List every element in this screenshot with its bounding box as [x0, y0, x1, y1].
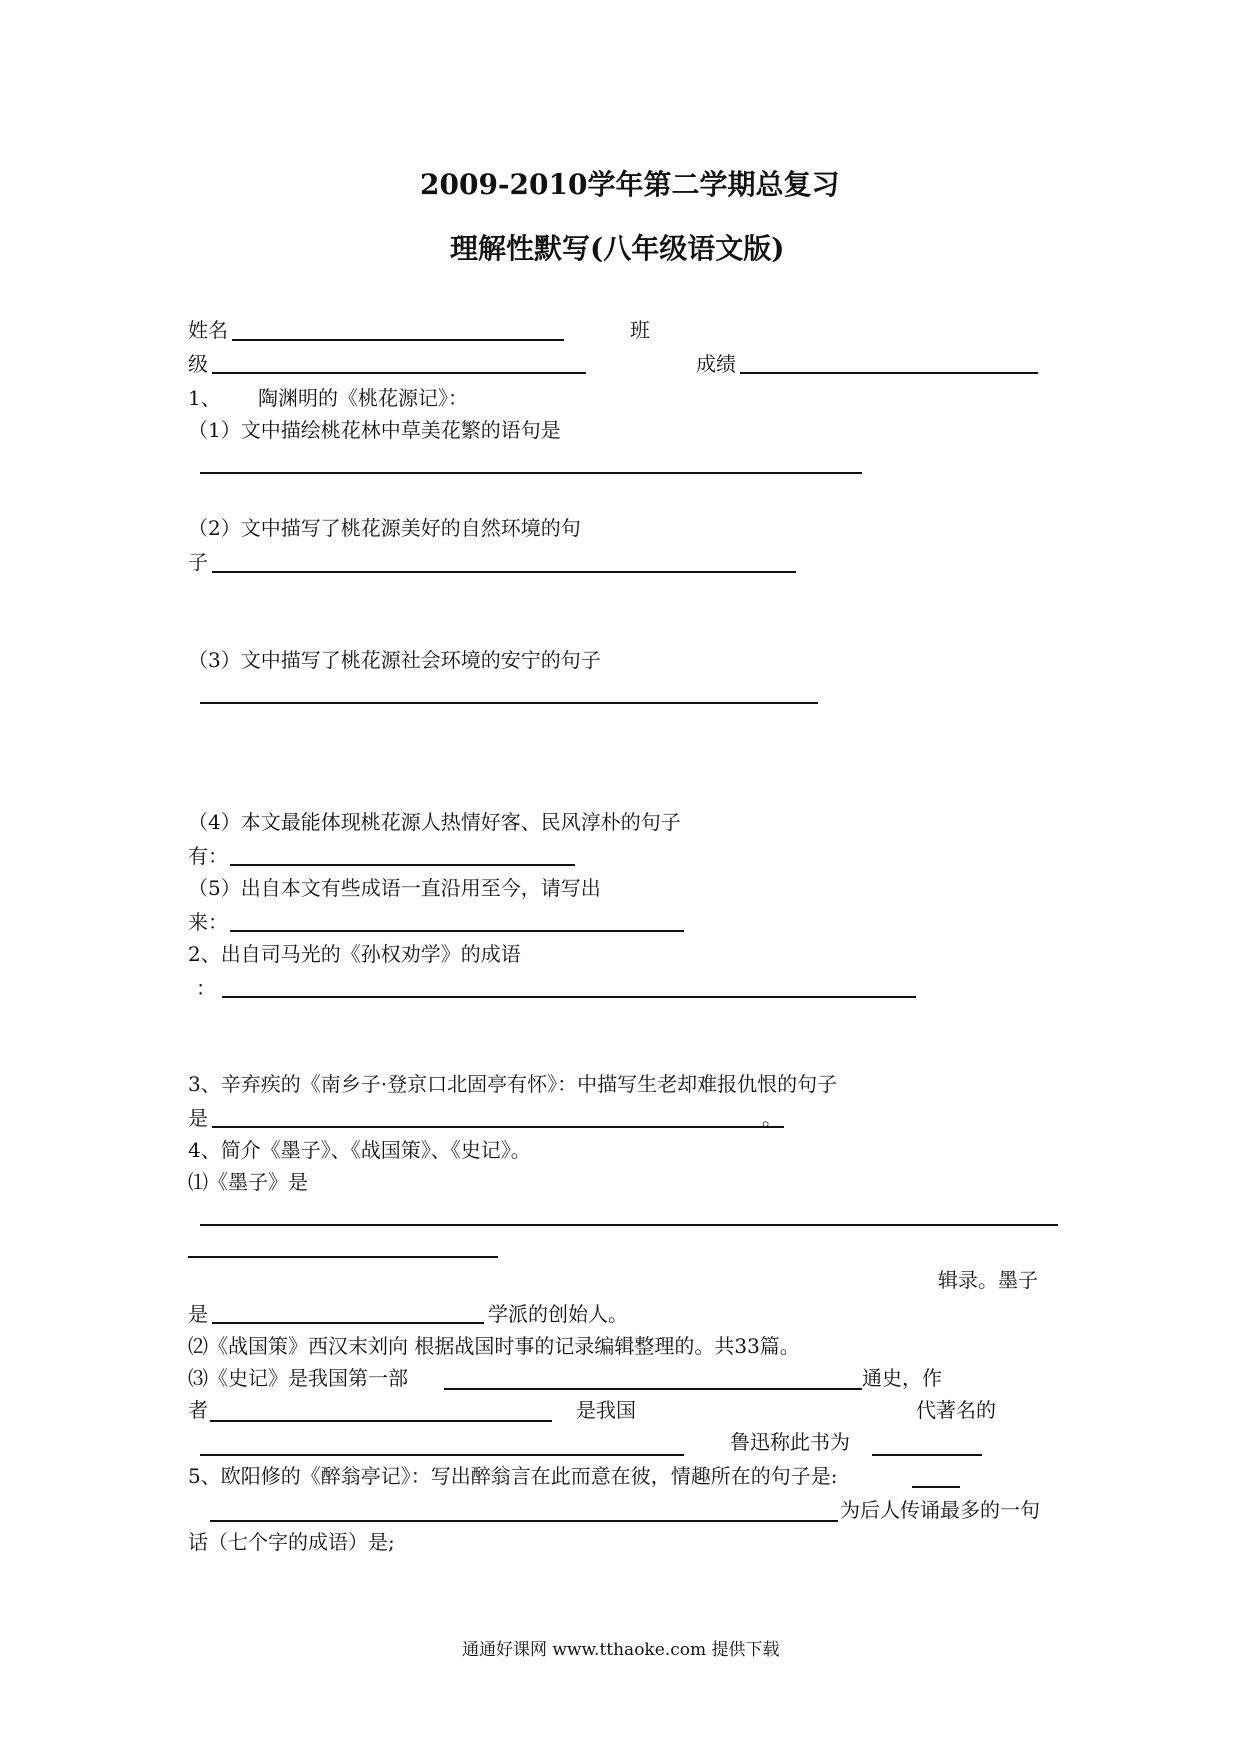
q1-part1: （1）文中描绘桃花林中草美花繁的语句是 [188, 418, 561, 442]
q4-shiji-history: 通史，作 [862, 1366, 942, 1390]
q4-shiji-country: 是我国 [576, 1398, 636, 1422]
q1-part5-answer-line[interactable] [230, 930, 684, 932]
q2-colon: ： [196, 976, 216, 1000]
q1-part1-answer-line[interactable] [200, 472, 862, 474]
q4-mozi-answer-line-2[interactable] [188, 1256, 498, 1258]
q4-stem: 4、简介《墨子》、《战国策》、《史记》。 [188, 1138, 531, 1162]
score-label: 成绩 [696, 352, 736, 376]
q5-answer-line-short[interactable] [912, 1486, 960, 1488]
q1-stem: 陶渊明的《桃花源记》： [258, 386, 468, 410]
q1-part2-continued: 子 [188, 550, 208, 574]
q1-number: 1、 [188, 386, 221, 410]
q5-stem: 5、欧阳修的《醉翁亭记》：写出醉翁言在此而意在彼，情趣所在的句子是: [188, 1464, 838, 1488]
q5-answer-line[interactable] [210, 1520, 838, 1522]
q4-mozi: ⑴《墨子》是 [188, 1170, 308, 1194]
page-title: 2009-2010学年第二学期总复习 [420, 168, 840, 201]
q2-stem: 2、出自司马光的《孙权劝学》的成语 [188, 942, 521, 966]
q4-mozi-answer-line-1[interactable] [200, 1224, 1058, 1226]
page-subtitle: 理解性默写(八年级语文版) [450, 232, 785, 265]
footer-credit: 通通好课网 www.tthaoke.com 提供下载 [462, 1640, 780, 1660]
q4-shiji-type-line[interactable] [444, 1388, 862, 1390]
q1-part4-answer-line[interactable] [230, 864, 575, 866]
q4-shiji-author-label: 者 [188, 1398, 208, 1422]
q4-mozi-end: 辑录。墨子 [938, 1268, 1038, 1292]
q4-shiji-luxun-line[interactable] [872, 1454, 982, 1456]
q3-stem: 3、辛弃疾的《南乡子·登京口北固亭有怀》：中描写生老却难报仇恨的句子 [188, 1072, 838, 1096]
q4-zhanguoce: ⑵《战国策》西汉末刘向 根据战国时事的记录编辑整理的。共33篇。 [188, 1334, 800, 1358]
q1-part3-answer-line[interactable] [200, 702, 818, 704]
score-field[interactable] [740, 372, 1038, 374]
name-label: 姓名 [188, 318, 228, 342]
q1-part2: （2）文中描写了桃花源美好的自然环境的句 [188, 516, 581, 540]
q3-answer-line[interactable] [212, 1126, 784, 1128]
class-label-part1: 班 [630, 318, 650, 342]
q1-part2-answer-line[interactable] [212, 571, 796, 573]
q5-last: 话（七个字的成语）是; [188, 1530, 395, 1554]
q5-mid: 为后人传诵最多的一句 [840, 1498, 1040, 1522]
q3-is: 是 [188, 1106, 208, 1130]
q4-shiji-author-line[interactable] [210, 1420, 552, 1422]
q4-mozi-school-line[interactable] [212, 1322, 484, 1324]
q1-part5: （5）出自本文有些成语一直沿用至今，请写出 [188, 876, 601, 900]
q4-mozi-founder: 学派的创始人。 [488, 1302, 628, 1326]
q2-answer-line[interactable] [222, 996, 916, 998]
q1-part4-continued: 有： [188, 844, 228, 868]
q4-shiji-identity-line[interactable] [200, 1454, 684, 1456]
name-field[interactable] [232, 339, 564, 341]
q1-part5-continued: 来： [188, 910, 228, 934]
class-label-part2: 级 [188, 352, 208, 376]
q4-mozi-is: 是 [188, 1302, 208, 1326]
q3-period: 。 [762, 1106, 782, 1130]
class-field[interactable] [212, 372, 586, 374]
q1-part4: （4）本文最能体现桃花源人热情好客、民风淳朴的句子 [188, 810, 681, 834]
q4-shiji-era: 代著名的 [916, 1398, 996, 1422]
q4-shiji: ⑶《史记》是我国第一部 [188, 1366, 408, 1390]
q1-part3: （3）文中描写了桃花源社会环境的安宁的句子 [188, 648, 601, 672]
q4-shiji-luxun: 鲁迅称此书为 [730, 1430, 850, 1454]
